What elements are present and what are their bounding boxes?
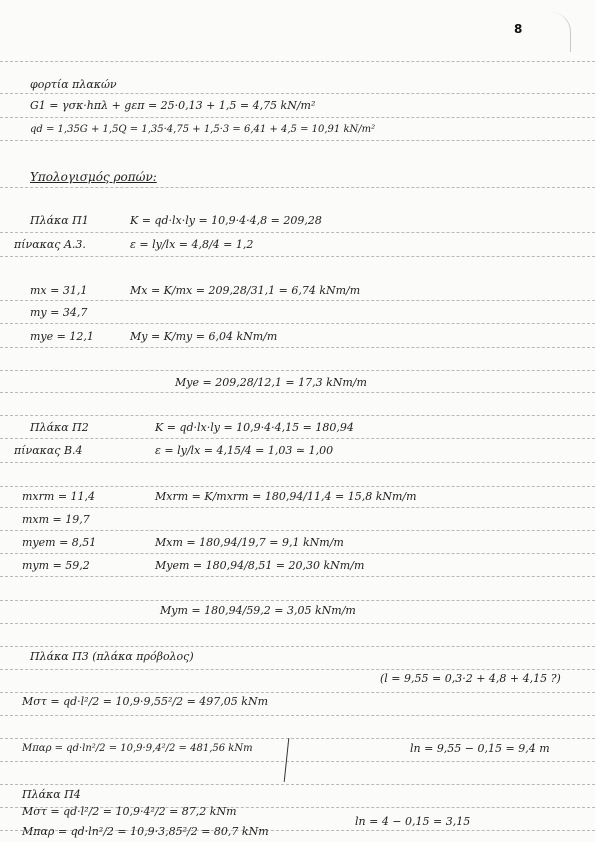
table-reference: πίνακας Β.4 xyxy=(14,444,83,457)
ruled-line xyxy=(0,576,595,577)
ruled-line xyxy=(0,323,595,324)
slab-heading: Πλάκα Π1 xyxy=(30,214,89,227)
equation-line: K = qd·lx·ly = 10,9·4·4,8 = 209,28 xyxy=(130,214,322,227)
equation-line: ε = ly/lx = 4,8/4 = 1,2 xyxy=(130,238,254,251)
slab-heading: Πλάκα Π4 xyxy=(22,788,81,801)
ruled-line xyxy=(0,256,595,257)
equation-line: Mym = 180,94/59,2 = 3,05 kNm/m xyxy=(160,604,356,617)
ruled-line xyxy=(0,438,595,439)
correction-stroke xyxy=(284,738,290,782)
equation-line: G1 = γσκ·hπλ + gεπ = 25·0,13 + 1,5 = 4,75 kN/m² xyxy=(30,99,316,112)
ruled-line xyxy=(0,623,595,624)
slab-heading: Πλάκα Π3 (πλάκα πρόβολος) xyxy=(30,650,194,663)
ruled-line xyxy=(0,462,595,463)
table-reference: πίνακας Α.3. xyxy=(14,238,86,251)
equation-line: ε = ly/lx = 4,15/4 = 1,03 ≃ 1,00 xyxy=(155,444,334,457)
equation-line: Mστ = qd·l²/2 = 10,9·4²/2 = 87,2 kNm xyxy=(22,805,237,818)
ruled-line xyxy=(0,715,595,716)
equation-line: ln = 4 − 0,15 = 3,15 xyxy=(355,815,471,828)
section-heading-loads: φορτία πλακών xyxy=(30,78,117,91)
coefficient-line: mx = 31,1 xyxy=(30,284,88,297)
equation-line: ln = 9,55 − 0,15 = 9,4 m xyxy=(410,742,550,755)
coefficient-line: mxm = 19,7 xyxy=(22,513,90,526)
equation-note: (l = 9,55 = 0,3·2 + 4,8 + 4,15 ?) xyxy=(380,672,561,685)
ruled-line xyxy=(0,507,595,508)
slab-heading: Πλάκα Π2 xyxy=(30,421,89,434)
ruled-line xyxy=(0,187,595,188)
equation-line: Mx = K/mx = 209,28/31,1 = 6,74 kNm/m xyxy=(130,284,361,297)
equation-line: qd = 1,35G + 1,5Q = 1,35·4,75 + 1,5·3 = 6,41 + 4,5 = 10,91 kN/m² xyxy=(30,124,376,135)
corner-pencil-mark xyxy=(540,12,571,52)
equation-line: Mxrm = K/mxrm = 180,94/11,4 = 15,8 kNm/m xyxy=(155,490,417,503)
ruled-line xyxy=(0,140,595,141)
ruled-line xyxy=(0,93,595,94)
equation-line: K = qd·lx·ly = 10,9·4·4,15 = 180,94 xyxy=(155,421,354,434)
ruled-line xyxy=(0,415,595,416)
ruled-line xyxy=(0,117,595,118)
ruled-line xyxy=(0,61,595,62)
equation-line: Mxm = 180,94/19,7 = 9,1 kNm/m xyxy=(155,536,344,549)
equation-line: Mπαρ = qd·ln²/2 = 10,9·9,4²/2 = 481,56 kNm xyxy=(22,743,253,754)
ruled-line xyxy=(0,692,595,693)
ruled-line xyxy=(0,347,595,348)
ruled-line xyxy=(0,486,595,487)
ruled-line xyxy=(0,600,595,601)
ruled-line xyxy=(0,392,595,393)
ruled-line xyxy=(0,669,595,670)
ruled-line xyxy=(0,300,595,301)
ruled-line xyxy=(0,370,595,371)
section-heading-moments: Υπολογισμός ροπών: xyxy=(30,170,157,184)
coefficient-line: my = 34,7 xyxy=(30,306,88,319)
ruled-line xyxy=(0,784,595,785)
ruled-line xyxy=(0,646,595,647)
equation-line: Mστ = qd·l²/2 = 10,9·9,55²/2 = 497,05 kNm xyxy=(22,695,269,708)
ruled-line xyxy=(0,761,595,762)
coefficient-line: mym = 59,2 xyxy=(22,559,90,572)
equation-line: Myem = 180,94/8,51 = 20,30 kNm/m xyxy=(155,559,365,572)
coefficient-line: mxrm = 11,4 xyxy=(22,490,96,503)
ruled-line xyxy=(0,232,595,233)
page-number: 8 xyxy=(514,22,523,36)
equation-line: My = K/my = 6,04 kNm/m xyxy=(130,330,278,343)
coefficient-line: myem = 8,51 xyxy=(22,536,97,549)
ruled-line xyxy=(0,530,595,531)
ruled-line xyxy=(0,738,595,739)
coefficient-line: mye = 12,1 xyxy=(30,330,94,343)
equation-line: Mπαρ = qd·ln²/2 = 10,9·3,85²/2 = 80,7 kNm xyxy=(22,825,269,838)
equation-line: Mye = 209,28/12,1 = 17,3 kNm/m xyxy=(175,376,367,389)
ruled-line xyxy=(0,553,595,554)
